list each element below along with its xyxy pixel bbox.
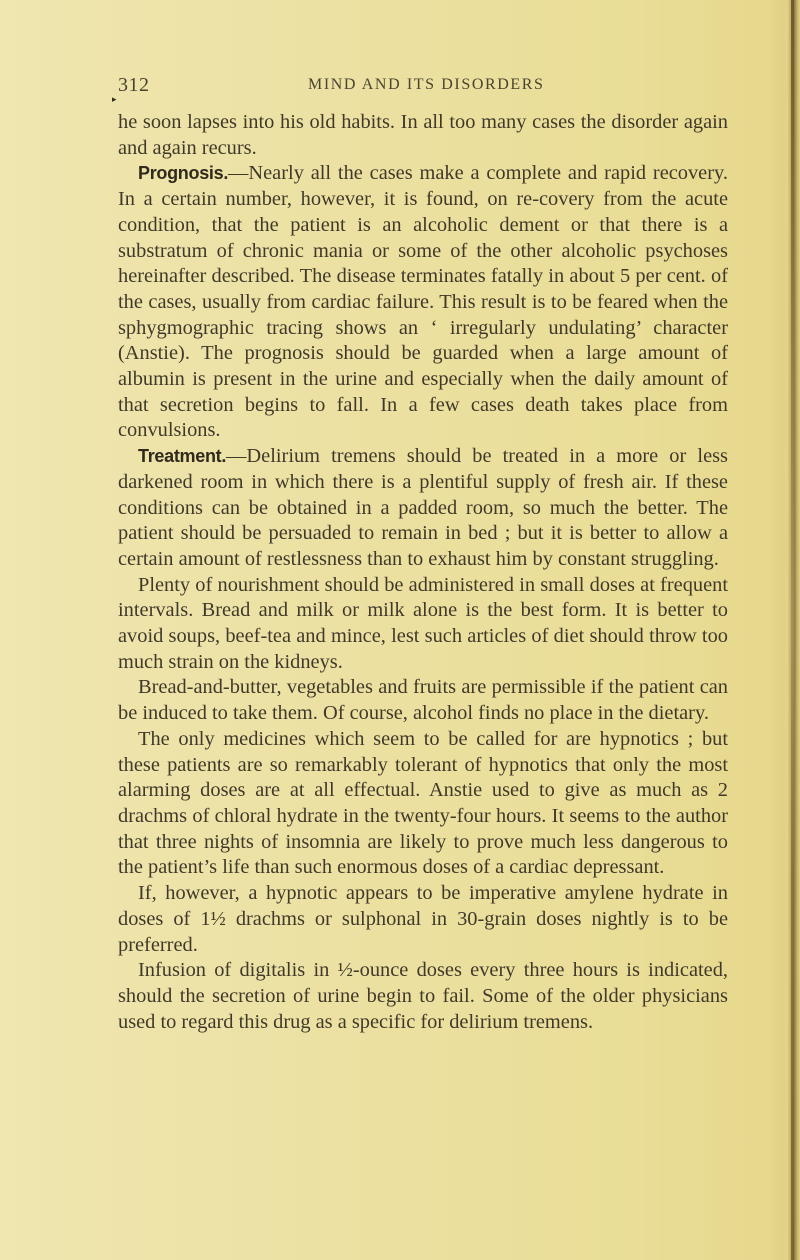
- paragraph-treatment: [118, 444, 728, 573]
- paragraph-text: —Nearly all the cases make a complete and rapid recovery. In a certain number, however, it is found, on re-covery from the acute condition, that the patient is an alcoholic dement or that there is a substratum of chronic mania or some of the other alcoholic psychoses hereinafter described. The disease terminates fatally in about 5 per cent. of the cases, usually from cardiac failure. This result is to be feared when the sphygmographic tracing shows an ‘ irregularly undulating’ character (Anstie). The prognosis should be guarded when a large amount of albumin is present in the urine and especially when the daily amount of that secretion begins to fall. In a few cases death takes place from convulsions.: [118, 162, 728, 442]
- page-number: 312: [118, 74, 150, 96]
- paragraph-hypnotic: [118, 881, 728, 958]
- book-spine-shadow: [791, 0, 794, 1260]
- paragraph-nourishment: [118, 573, 728, 676]
- paragraph-text: —Delirium tremens should be treated in a more or less darkened room in which there is a plentiful supply of fresh air. If these conditions can be obtained in a padded room, so much the better. The patient should be persuaded to remain in bed ; but it is better to allow a certain amount of restlessness than to exhaust him by constant struggling.: [118, 445, 728, 570]
- section-heading-treatment: Treatment.: [138, 446, 227, 467]
- paragraph-text: he soon lapses into his old habits. In all too many cases the disorder again and again recurs.: [118, 111, 728, 159]
- paragraph-continuation: [118, 110, 728, 161]
- paragraph-prognosis: [118, 161, 728, 444]
- running-title: MIND AND ITS DISORDERS: [308, 76, 545, 93]
- page-mark-icon: ▸: [112, 94, 117, 104]
- paragraph-medicines: [118, 727, 728, 881]
- paragraph-text: If, however, a hypnotic appears to be imperative amylene hydrate in doses of 1½ drachms or sulphonal in 30-grain doses nightly is to be preferred.: [118, 882, 728, 956]
- body-text: [118, 110, 728, 1035]
- paragraph-diet: [118, 675, 728, 726]
- paragraph-digitalis: [118, 958, 728, 1035]
- paragraph-text: Bread-and-butter, vegetables and fruits are permissible if the patient can be induced to take them. Of course, alcohol finds no place in the dietary.: [118, 676, 728, 725]
- running-head: [112, 74, 718, 104]
- paragraph-text: The only medicines which seem to be called for are hypnotics ; but these patients are so remarkably tolerant of hypnotics that only the most alarming doses are at all effectual. Anstie used to give as much as 2 drachms of chloral hydrate in the twenty-four hours. It seems to the author that three nights of insomnia are likely to prove much less dangerous to the patient’s life than such enormous doses of a cardiac depressant.: [118, 727, 728, 879]
- paragraph-text: Infusion of digitalis in ½-ounce doses every three hours is indicated, should the secretion of urine begin to fail. Some of the older physicians used to regard this drug as a specific for delirium tremens.: [118, 959, 728, 1033]
- section-heading-prognosis: Prognosis.: [138, 163, 229, 184]
- paragraph-text: Plenty of nourishment should be administered in small doses at frequent intervals. Bread and milk or milk alone is the best form. It is better to avoid soups, beef-tea and mince, lest such articles of diet should throw too much strain on the kidneys.: [118, 573, 728, 673]
